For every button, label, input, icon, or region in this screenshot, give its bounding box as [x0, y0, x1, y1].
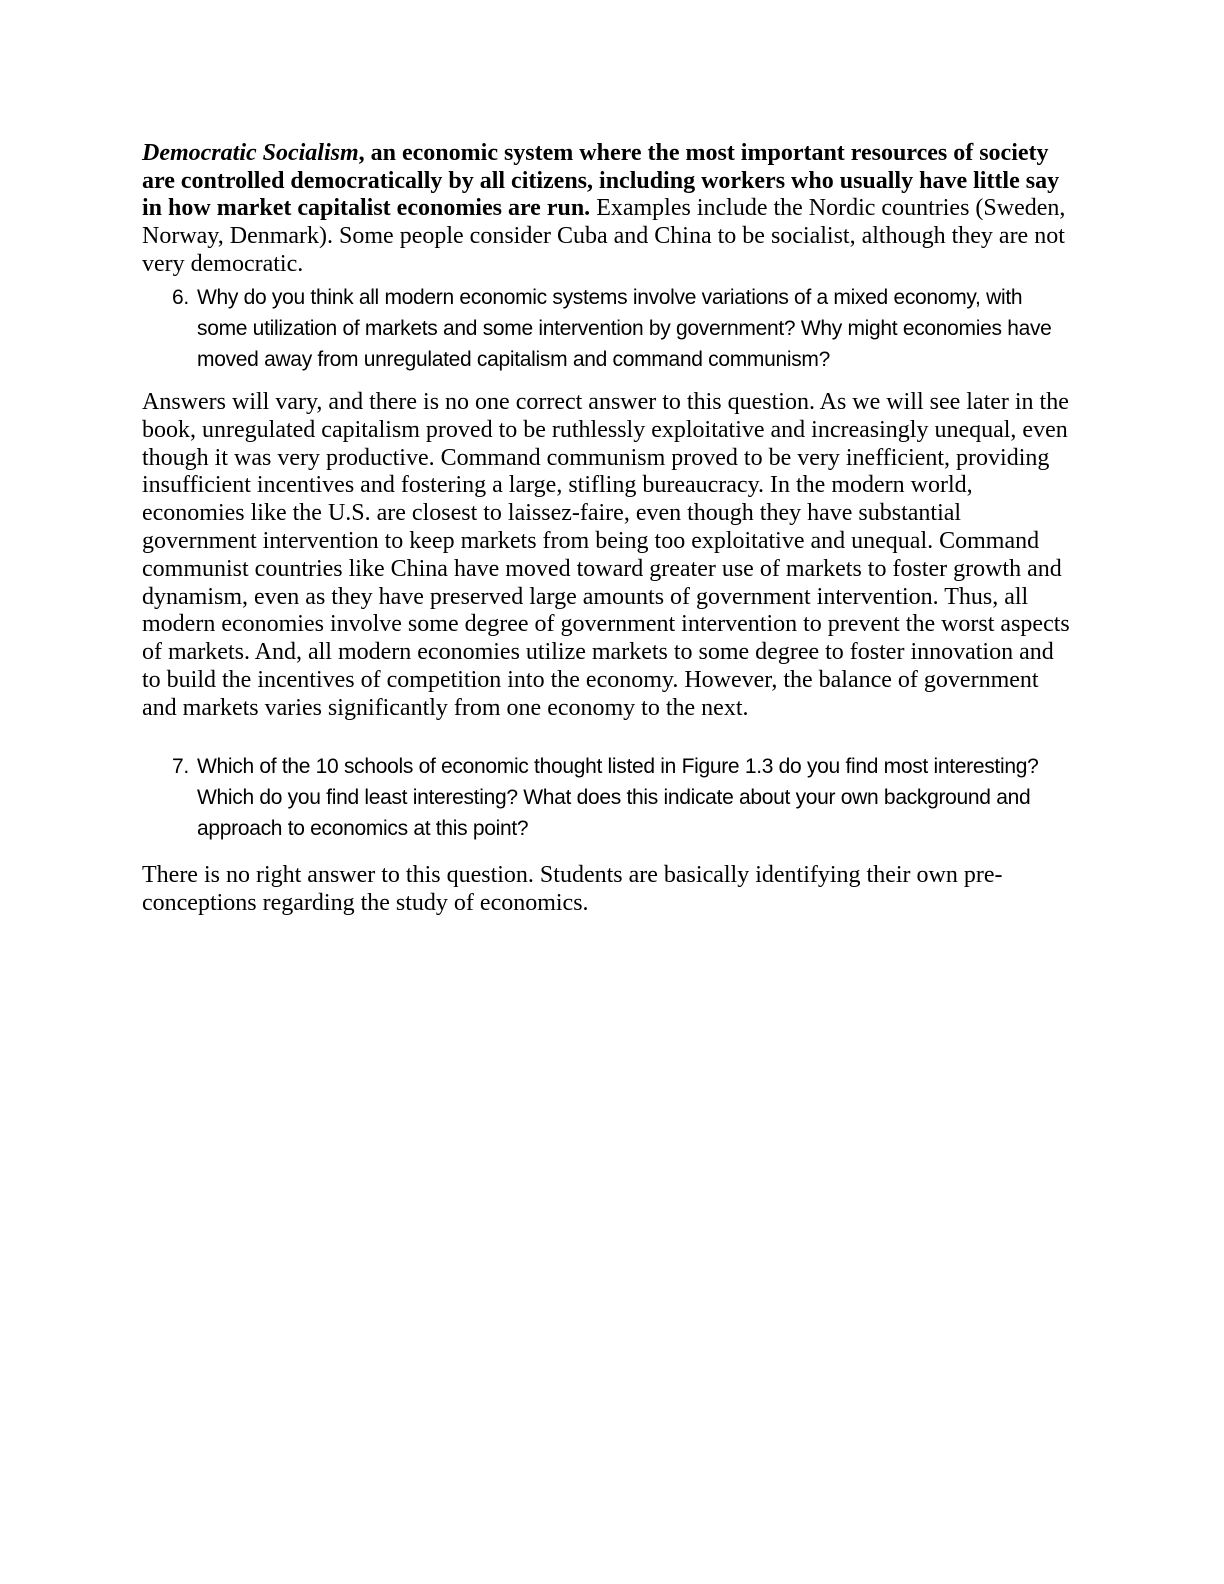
answer-line: book, unregulated capitalism proved to be ruthlessly exploitative and increasingly unequal, even: [142, 416, 1068, 443]
answer-6-paragraph: [142, 389, 1070, 723]
answer-7-paragraph: [142, 862, 1002, 918]
question-line: Why do you think all modern economic systems involve variations of a mixed economy, with: [197, 286, 1023, 309]
definition-line: are controlled democratically by all citizens, including workers who usually have little say: [142, 167, 1060, 194]
definition-line: [142, 195, 1065, 223]
question-line: Which of the 10 schools of economic thought listed in Figure 1.3 do you find most interesting?: [197, 755, 1039, 778]
question-line: Which do you find least interesting? What does this indicate about your own background and: [197, 786, 1031, 809]
answer-line: though it was very productive. Command communism proved to be very inefficient, providing: [142, 444, 1050, 471]
answer-line: and markets varies significantly from one economy to the next.: [142, 694, 749, 721]
definition-text-normal: Examples include the Nordic countries (Sweden,: [590, 195, 1066, 222]
question-line: some utilization of markets and some intervention by government? Why might economies have: [197, 317, 1052, 340]
answer-line: of markets. And, all modern economies utilize markets to some degree to foster innovation and: [142, 639, 1054, 666]
answer-line: There is no right answer to this question. Students are basically identifying their own pre-: [142, 862, 1003, 888]
question-line: approach to economics at this point?: [197, 817, 529, 840]
answer-line: conceptions regarding the study of economics.: [142, 889, 589, 916]
definition-text: , an economic system where the most important resources of society: [358, 140, 1049, 166]
answer-line: modern economies involve some degree of government intervention to prevent the worst aspects: [142, 611, 1070, 638]
question-7-number: 7.: [172, 755, 189, 778]
definition-term: Democratic Socialism: [142, 140, 359, 166]
definition-text-bold: in how market capitalist economies are run.: [142, 195, 591, 222]
answer-line: Answers will vary, and there is no one correct answer to this question. As we will see later in the: [142, 389, 1069, 415]
answer-line: dynamism, even as they have preserved large amounts of government intervention. Thus, all: [142, 583, 1029, 610]
definition-line: [142, 140, 1065, 168]
definition-paragraph: [142, 140, 1065, 279]
question-6-text: [197, 282, 1052, 375]
definition-line: very democratic.: [142, 250, 304, 277]
answer-line: insufficient incentives and fostering a large, stifling bureaucracy. In the modern world,: [142, 472, 973, 499]
question-7-text: [197, 751, 1038, 844]
answer-line: communist countries like China have moved toward greater use of markets to foster growth and: [142, 555, 1062, 582]
answer-line: economies like the U.S. are closest to laissez-faire, even though they have substantial: [142, 500, 962, 527]
answer-line: government intervention to keep markets from being too exploitative and unequal. Command: [142, 527, 1040, 554]
definition-line: Norway, Denmark). Some people consider Cuba and China to be socialist, although they are not: [142, 223, 1065, 250]
question-6-number: 6.: [172, 286, 189, 309]
question-line: moved away from unregulated capitalism and command communism?: [197, 348, 830, 371]
answer-line: to build the incentives of competition into the economy. However, the balance of government: [142, 666, 1039, 693]
